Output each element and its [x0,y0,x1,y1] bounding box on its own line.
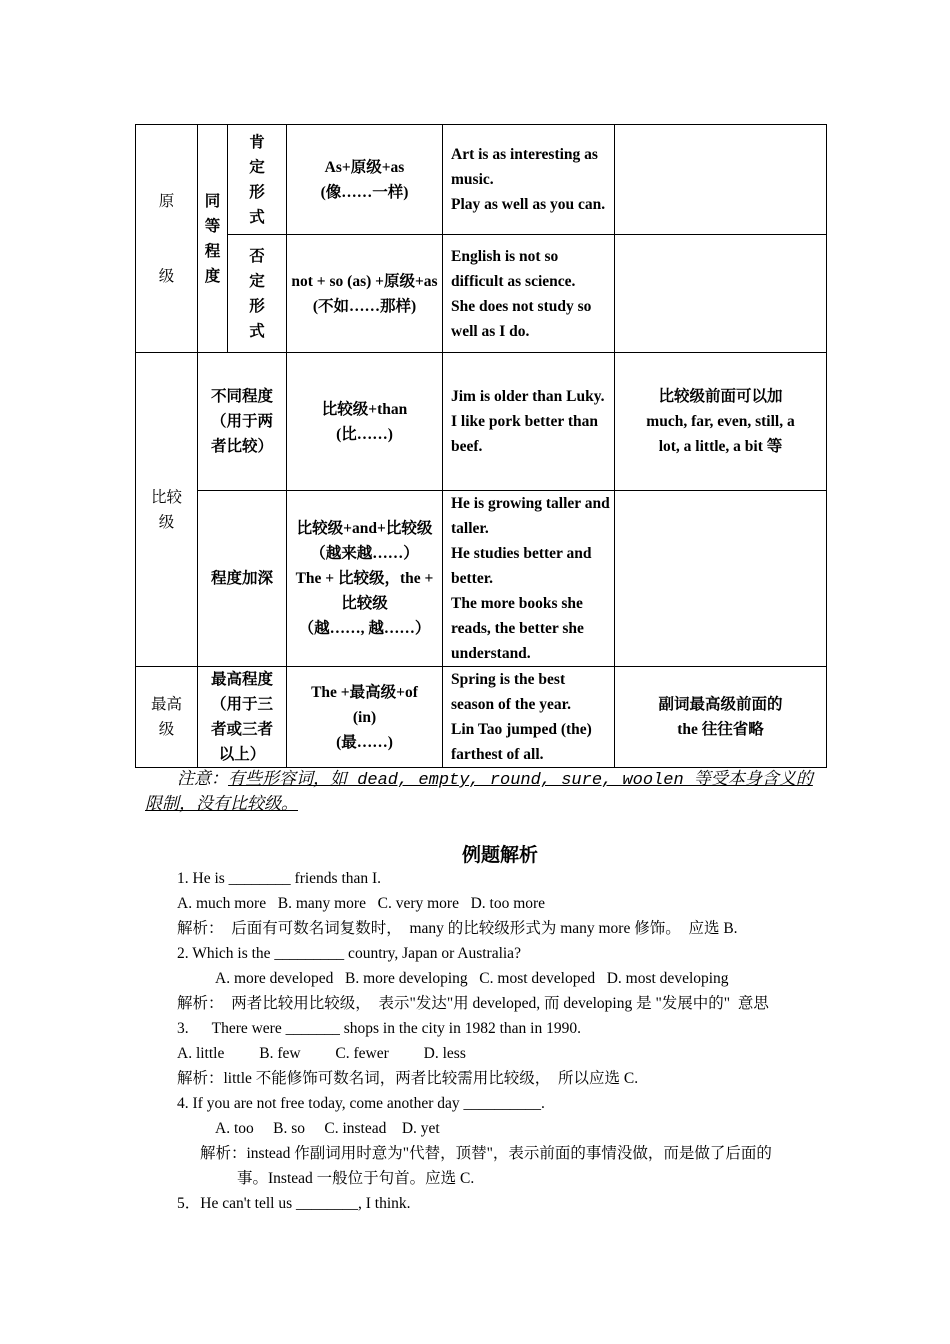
group-label-positive: 原级 [158,192,175,285]
neg-note [615,235,827,353]
diff-label: 不同程度 （用于两者比较） [198,353,287,491]
section-title: 例题解析 [461,844,538,866]
footnote-lead: 注意： [177,771,228,790]
table-row [136,353,827,491]
table-row [136,235,827,353]
question-4: 4. If you are not free today, come another day __________. [177,1095,545,1112]
analysis-4: 解析：instead 作副词用时意为"代替，顶替"，表示前面的事情没做，而是做了后面的 [200,1145,772,1162]
neg-label: 否定形式 [249,247,265,340]
subgroup-cell [198,125,228,353]
diff-form: 比较级+than (比……) [287,353,443,491]
deep-label: 程度加深 [198,491,287,667]
analysis-2: 解析： 两者比较用比较级， 表示"发达"用 developed, 而 developing 是 "发展中的" 意思 [177,995,769,1012]
question-3: 3. There were _______ shops in the city in 1982 than in 1990. [177,1020,581,1037]
options-2: A. more developed B. more developing C. most developed D. most developing [215,970,729,987]
options-4: A. too B. so C. instead D. yet [215,1120,440,1137]
question-2: 2. Which is the _________ country, Japan or Australia? [177,945,521,962]
analysis-3: 解析：little 不能修饰可数名词，两者比较需用比较级， 所以应选 C. [177,1070,639,1087]
affirm-label-cell [228,125,287,235]
diff-note: 比较级前面可以加much, far, even, still, a lot, a little, a bit 等 [615,353,827,491]
subgroup-label: 同等程度 [204,192,221,285]
super-label: 最高程度 （用于三者或三者以上） [198,667,287,768]
table-row [136,667,827,768]
deep-note [615,491,827,667]
group-label-comparative: 比较级 [150,488,182,531]
question-5: 5．He can't tell us ________, I think. [177,1195,411,1212]
table-footnote [145,768,815,818]
affirm-example: Art is as interesting as music. Play as well as you can. [443,125,615,235]
neg-label-cell [228,235,287,353]
deep-form: 比较级+and+比较级 （越来越……） The + 比较级，the + 比较级 （越……, 越……） [287,491,443,667]
question-1: 1. He is ________ friends than I. [177,870,382,887]
affirm-note [615,125,827,235]
affirm-label: 肯定形式 [249,133,265,226]
super-note: 副词最高级前面的the 往往省略 [615,667,827,768]
neg-form: not + so (as) +原级+as (不如……那样) [287,235,443,353]
super-form: The +最高级+of (in) (最……) [287,667,443,768]
neg-example: English is not so difficult as science. She does not study so well as I do. [443,235,615,353]
options-1: A. much more B. many more C. very more D. too more [177,895,546,912]
group-cell-superlative [136,667,198,768]
options-3: A. little B. few C. fewer D. less [177,1045,466,1062]
footnote-text: 有些形容词，如 dead, empty, round, sure, woolen 等受本身含义的限制，没有比较级。 [145,771,813,815]
deep-example: He is growing taller and taller. He studies better and better. The more books she reads, the better she understand. [443,491,615,667]
super-example: Spring is the best season of the year. Lin Tao jumped (the) farthest of all. [443,667,615,768]
group-cell-comparative [136,353,198,667]
grammar-table [135,124,827,768]
table-row [136,125,827,235]
diff-example: Jim is older than Luky. I like pork better than beef. [443,353,615,491]
analysis-1: 解析： 后面有可数名词复数时， many 的比较级形式为 many more 修饰。 应选 B. [177,920,738,937]
group-cell-positive [136,125,198,353]
affirm-form: As+原级+as (像……一样) [287,125,443,235]
group-label-superlative: 最高级 [150,696,182,738]
analysis-4-cont: 事。Instead 一般位于句首。应选 C. [237,1170,475,1187]
table-row [136,491,827,667]
